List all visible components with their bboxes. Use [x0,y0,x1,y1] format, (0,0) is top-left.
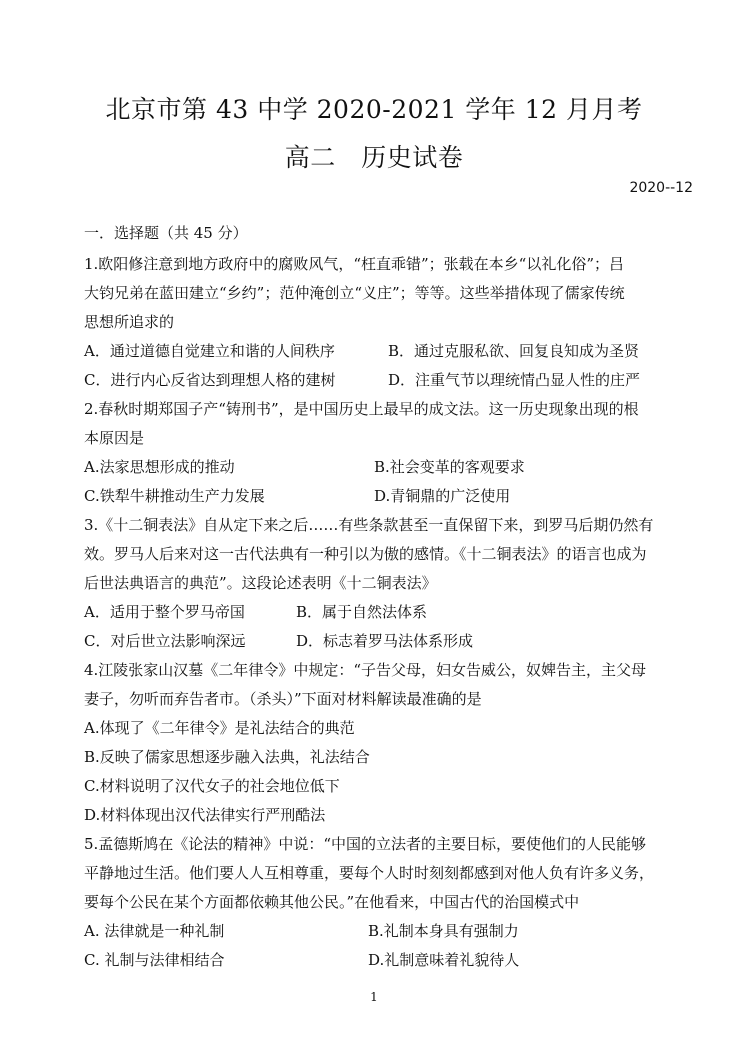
question-2-line-2: 本原因是 [84,429,145,447]
question-1-option-b: B．通过克服私欲、回复良知成为圣贤 [388,342,640,360]
page-number: 1 [370,990,378,1004]
question-5-option-c: C. 礼制与法律相结合 [84,951,225,969]
question-4-line-1: 4.江陵张家山汉墓《二年律令》中规定：“子告父母，妇女告威公，奴婢告主，主父母 [84,661,646,679]
question-1-option-a: A．通过道德自觉建立和谐的人间秩序 [84,342,335,360]
question-3-line-2: 效。罗马人后来对这一古代法典有一种引以为傲的感情。《十二铜表法》的语言也成为 [84,545,647,563]
question-3-option-b: B．属于自然法体系 [296,603,428,621]
question-2-option-c: C.铁犁牛耕推动生产力发展 [84,487,265,505]
question-3-line-3: 后世法典语言的典范”。这段论述表明《十二铜表法》 [84,574,437,592]
question-1-option-d: D．注重气节以理统情凸显人性的庄严 [388,371,641,389]
question-4-option-a: A.体现了《二年律令》是礼法结合的典范 [84,719,355,737]
question-3-option-a: A．适用于整个罗马帝国 [84,603,245,621]
exam-title: 北京市第 43 中学 2020-2021 学年 12 月月考 [105,95,643,124]
question-5-option-a: A. 法律就是一种礼制 [84,922,225,940]
exam-date: 2020--12 [629,180,693,196]
question-2-option-b: B.社会变革的客观要求 [374,458,525,476]
question-4-option-b: B.反映了儒家思想逐步融入法典，礼法结合 [84,748,370,766]
question-2-line-1: 2.春秋时期郑国子产“铸刑书”，是中国历史上最早的成文法。这一历史现象出现的根 [84,400,639,418]
question-2-option-d: D.青铜鼎的广泛使用 [374,487,511,505]
exam-subtitle: 高二 历史试卷 [284,143,464,172]
question-3-option-d: D．标志着罗马法体系形成 [296,632,474,650]
section-heading: 一．选择题（共 45 分） [84,224,248,242]
question-4-option-c: C.材料说明了汉代女子的社会地位低下 [84,777,340,795]
question-2-option-a: A.法家思想形成的推动 [84,458,235,476]
question-1-line-2: 大钧兄弟在蓝田建立“乡约”；范仲淹创立“义庄”；等等。这些举措体现了儒家传统 [84,284,625,302]
question-5-line-3: 要每个公民在某个方面都依赖其他公民。”在他看来，中国古代的治国模式中 [84,893,580,911]
question-5-option-b: B.礼制本身具有强制力 [368,922,519,940]
question-3-line-1: 3.《十二铜表法》自从定下来之后……有些条款甚至一直保留下来，到罗马后期仍然有 [84,516,654,534]
question-5-line-1: 5.孟德斯鸠在《论法的精神》中说：“中国的立法者的主要目标，要使他们的人民能够 [84,835,646,853]
question-3-option-c: C．对后世立法影响深远 [84,632,246,650]
question-5-option-d: D.礼制意味着礼貌待人 [368,951,520,969]
question-1-option-c: C．进行内心反省达到理想人格的建树 [84,371,336,389]
question-1-line-1: 1.欧阳修注意到地方政府中的腐败风气，“枉直乖错”；张载在本乡“以礼化俗”；吕 [84,255,624,273]
question-1-line-3: 思想所追求的 [84,313,175,331]
question-4-option-d: D.材料体现出汉代法律实行严刑酷法 [84,806,326,824]
question-4-line-2: 妻子，勿听而弃告者市。（杀头）”下面对材料解读最准确的是 [84,690,482,708]
question-5-line-2: 平静地过生活。他们要人人互相尊重，要每个人时时刻刻都感到对他人负有许多义务， [84,864,655,882]
